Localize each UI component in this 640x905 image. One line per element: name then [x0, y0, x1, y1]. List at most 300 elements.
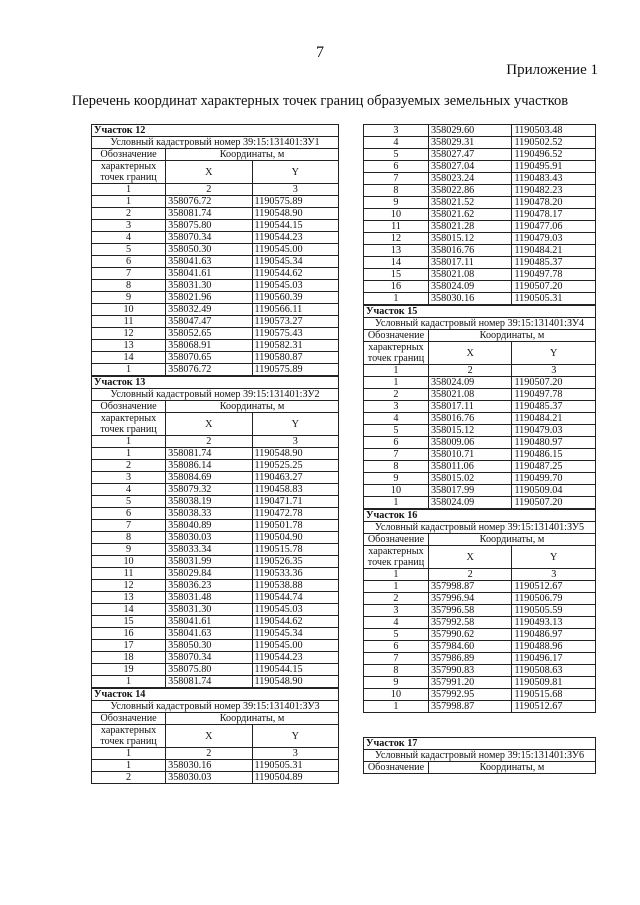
y-value: 1190507.20 [512, 497, 596, 509]
coordinate-row [92, 268, 339, 280]
plot-title: Участок 15 [364, 306, 596, 318]
point-number: 1 [92, 364, 166, 376]
point-number: 16 [364, 281, 429, 293]
y-value: 1190505.31 [252, 760, 338, 772]
coords-label: Координаты, м [166, 149, 339, 161]
point-number: 4 [364, 137, 429, 149]
x-value: 358021.08 [428, 269, 512, 281]
y-value: 1190503.48 [512, 125, 596, 137]
point-number: 10 [92, 556, 166, 568]
x-value: 357984.60 [428, 641, 512, 653]
coordinate-row [364, 461, 596, 473]
coordinate-row [364, 389, 596, 401]
y-value: 1190471.71 [252, 496, 338, 508]
coordinate-row [92, 220, 339, 232]
point-number: 9 [364, 677, 429, 689]
coordinate-row [364, 677, 596, 689]
point-number: 6 [364, 161, 429, 173]
point-number: 1 [92, 676, 166, 688]
col-num-3: 3 [512, 365, 596, 377]
x-value: 358070.34 [166, 652, 252, 664]
y-value: 1190502.52 [512, 137, 596, 149]
designation-label: Обозначение [364, 330, 429, 342]
y-value: 1190515.68 [512, 689, 596, 701]
plot-title: Участок 12 [92, 125, 339, 137]
y-value: 1190560.39 [252, 292, 338, 304]
point-number: 4 [364, 617, 429, 629]
point-number: 13 [92, 340, 166, 352]
x-value: 357990.83 [428, 665, 512, 677]
col-num-3: 3 [252, 436, 338, 448]
y-value: 1190499.70 [512, 473, 596, 485]
point-number: 5 [92, 244, 166, 256]
y-value: 1190525.25 [252, 460, 338, 472]
y-value: 1190575.89 [252, 364, 338, 376]
y-value: 1190482.23 [512, 185, 596, 197]
x-value: 358068.91 [166, 340, 252, 352]
x-value: 357986.89 [428, 653, 512, 665]
left-column [91, 124, 339, 784]
x-value: 358024.09 [428, 497, 512, 509]
point-number: 4 [92, 484, 166, 496]
point-number: 3 [92, 472, 166, 484]
point-number: 11 [92, 568, 166, 580]
y-value: 1190480.97 [512, 437, 596, 449]
coordinate-row [364, 485, 596, 497]
point-number: 2 [364, 389, 429, 401]
col-num-2: 2 [428, 365, 512, 377]
point-number: 1 [92, 760, 166, 772]
point-number: 15 [92, 616, 166, 628]
coordinate-row [92, 340, 339, 352]
x-value: 358086.14 [166, 460, 252, 472]
point-number: 1 [364, 701, 429, 713]
y-value: 1190544.15 [252, 664, 338, 676]
plot-14-continued-table [363, 124, 596, 305]
point-number: 14 [92, 604, 166, 616]
y-header: Y [252, 161, 338, 184]
plot-16-table [363, 509, 596, 713]
char-points-label: характерных точек границ [364, 342, 429, 365]
y-value: 1190496.52 [512, 149, 596, 161]
point-number: 8 [92, 532, 166, 544]
y-value: 1190545.34 [252, 628, 338, 640]
page-number: 7 [316, 44, 324, 61]
y-value: 1190548.90 [252, 448, 338, 460]
coordinate-row [92, 760, 339, 772]
col-num-1: 1 [92, 436, 166, 448]
char-points-label: характерных точек границ [92, 413, 166, 436]
x-value: 358041.61 [166, 616, 252, 628]
point-number: 5 [364, 149, 429, 161]
coordinate-row [92, 316, 339, 328]
x-value: 358038.19 [166, 496, 252, 508]
coordinate-row [92, 664, 339, 676]
x-header: X [166, 161, 252, 184]
coordinate-row [92, 232, 339, 244]
coordinate-row [364, 593, 596, 605]
y-header: Y [252, 413, 338, 436]
point-number: 11 [92, 316, 166, 328]
col-num-3: 3 [252, 184, 338, 196]
y-value: 1190538.88 [252, 580, 338, 592]
plot-15-table [363, 305, 596, 509]
coordinate-row [92, 532, 339, 544]
x-value: 358031.99 [166, 556, 252, 568]
cadastral-number: Условный кадастровый номер 39:15:131401:ЗУ4 [364, 318, 596, 330]
y-value: 1190493.13 [512, 617, 596, 629]
point-number: 16 [92, 628, 166, 640]
cadastral-number: Условный кадастровый номер 39:15:131401:ЗУ5 [364, 522, 596, 534]
point-number: 14 [364, 257, 429, 269]
col-num-1: 1 [92, 748, 166, 760]
x-value: 358081.74 [166, 448, 252, 460]
x-value: 358040.89 [166, 520, 252, 532]
coordinate-row [364, 497, 596, 509]
designation-label: Обозначение [92, 713, 166, 725]
y-value: 1190545.00 [252, 640, 338, 652]
y-value: 1190497.78 [512, 389, 596, 401]
coordinate-row [92, 256, 339, 268]
coordinate-row [92, 676, 339, 688]
y-value: 1190544.62 [252, 268, 338, 280]
x-value: 358017.99 [428, 485, 512, 497]
point-number: 5 [364, 629, 429, 641]
point-number: 7 [364, 653, 429, 665]
coordinate-row [92, 580, 339, 592]
point-number: 12 [92, 580, 166, 592]
col-num-2: 2 [428, 569, 512, 581]
point-number: 5 [92, 496, 166, 508]
coordinate-row [92, 244, 339, 256]
x-value: 358022.86 [428, 185, 512, 197]
coordinate-row [364, 293, 596, 305]
y-value: 1190478.20 [512, 197, 596, 209]
y-value: 1190463.27 [252, 472, 338, 484]
x-value: 358075.80 [166, 664, 252, 676]
y-value: 1190566.11 [252, 304, 338, 316]
coords-label: Координаты, м [428, 330, 595, 342]
x-value: 358070.65 [166, 352, 252, 364]
y-header: Y [252, 725, 338, 748]
coords-label: Координаты, м [166, 713, 339, 725]
coordinate-row [92, 352, 339, 364]
x-value: 358038.33 [166, 508, 252, 520]
plot-title: Участок 14 [92, 689, 339, 701]
x-value: 358047.47 [166, 316, 252, 328]
y-value: 1190526.35 [252, 556, 338, 568]
col-num-2: 2 [166, 184, 252, 196]
point-number: 17 [92, 640, 166, 652]
point-number: 13 [364, 245, 429, 257]
y-value: 1190545.03 [252, 604, 338, 616]
coordinate-row [364, 377, 596, 389]
coordinate-row [364, 197, 596, 209]
y-value: 1190487.25 [512, 461, 596, 473]
y-value: 1190472.78 [252, 508, 338, 520]
x-value: 358029.60 [428, 125, 512, 137]
y-value: 1190458.83 [252, 484, 338, 496]
x-value: 358021.28 [428, 221, 512, 233]
y-value: 1190509.81 [512, 677, 596, 689]
y-value: 1190508.63 [512, 665, 596, 677]
x-value: 358052.65 [166, 328, 252, 340]
x-value: 357990.62 [428, 629, 512, 641]
x-value: 358015.12 [428, 233, 512, 245]
x-value: 358027.47 [428, 149, 512, 161]
coordinate-row [364, 257, 596, 269]
x-value: 358070.34 [166, 232, 252, 244]
point-number: 14 [92, 352, 166, 364]
point-number: 12 [364, 233, 429, 245]
point-number: 1 [92, 196, 166, 208]
coordinate-row [364, 473, 596, 485]
point-number: 7 [364, 173, 429, 185]
coordinate-row [92, 592, 339, 604]
coordinate-row [92, 508, 339, 520]
x-value: 358041.63 [166, 628, 252, 640]
point-number: 6 [364, 437, 429, 449]
x-value: 358041.63 [166, 256, 252, 268]
coords-label: Координаты, м [428, 534, 595, 546]
y-value: 1190486.15 [512, 449, 596, 461]
point-number: 4 [364, 413, 429, 425]
y-value: 1190504.89 [252, 772, 338, 784]
designation-label: Обозначение [364, 534, 429, 546]
y-value: 1190477.06 [512, 221, 596, 233]
point-number: 13 [92, 592, 166, 604]
y-value: 1190509.04 [512, 485, 596, 497]
x-value: 358027.04 [428, 161, 512, 173]
y-value: 1190533.36 [252, 568, 338, 580]
point-number: 11 [364, 221, 429, 233]
coordinate-row [92, 364, 339, 376]
coordinate-row [364, 449, 596, 461]
coordinate-row [92, 292, 339, 304]
y-value: 1190483.43 [512, 173, 596, 185]
point-number: 10 [92, 304, 166, 316]
coordinate-row [92, 304, 339, 316]
coordinate-row [92, 616, 339, 628]
plot-14-table [91, 688, 339, 784]
y-value: 1190496.17 [512, 653, 596, 665]
point-number: 7 [92, 268, 166, 280]
coordinate-row [92, 520, 339, 532]
x-header: X [166, 725, 252, 748]
point-number: 18 [92, 652, 166, 664]
col-num-3: 3 [512, 569, 596, 581]
cadastral-number: Условный кадастровый номер 39:15:131401:ЗУ6 [364, 750, 596, 762]
point-number: 7 [364, 449, 429, 461]
plot-title: Участок 16 [364, 510, 596, 522]
coordinate-row [364, 701, 596, 713]
coordinate-row [364, 401, 596, 413]
point-number: 2 [92, 772, 166, 784]
col-num-3: 3 [252, 748, 338, 760]
x-value: 358021.08 [428, 389, 512, 401]
y-value: 1190515.78 [252, 544, 338, 556]
plot-12-table [91, 124, 339, 376]
x-value: 357998.87 [428, 701, 512, 713]
x-value: 358030.03 [166, 532, 252, 544]
col-num-1: 1 [364, 569, 429, 581]
y-value: 1190506.79 [512, 593, 596, 605]
x-value: 358009.06 [428, 437, 512, 449]
point-number: 6 [364, 641, 429, 653]
designation-label: Обозначение [364, 762, 429, 774]
x-value: 357998.87 [428, 581, 512, 593]
point-number: 9 [364, 197, 429, 209]
coordinate-row [364, 437, 596, 449]
coords-label: Координаты, м [428, 762, 595, 774]
point-number: 8 [364, 461, 429, 473]
y-value: 1190484.21 [512, 245, 596, 257]
x-value: 358021.52 [428, 197, 512, 209]
x-value: 358075.80 [166, 220, 252, 232]
x-value: 358030.16 [428, 293, 512, 305]
coordinate-row [364, 581, 596, 593]
x-value: 358050.30 [166, 640, 252, 652]
cadastral-number: Условный кадастровый номер 39:15:131401:ЗУ3 [92, 701, 339, 713]
x-value: 358081.74 [166, 676, 252, 688]
col-num-2: 2 [166, 436, 252, 448]
point-number: 1 [364, 377, 429, 389]
point-number: 15 [364, 269, 429, 281]
col-num-1: 1 [364, 365, 429, 377]
y-value: 1190548.90 [252, 676, 338, 688]
x-header: X [428, 546, 512, 569]
point-number: 3 [364, 605, 429, 617]
y-value: 1190478.17 [512, 209, 596, 221]
x-value: 358016.76 [428, 413, 512, 425]
coordinate-row [92, 472, 339, 484]
point-number: 2 [92, 208, 166, 220]
x-header: X [166, 413, 252, 436]
y-value: 1190544.23 [252, 652, 338, 664]
point-number: 5 [364, 425, 429, 437]
x-value: 358031.48 [166, 592, 252, 604]
x-value: 358011.06 [428, 461, 512, 473]
point-number: 10 [364, 689, 429, 701]
cadastral-number: Условный кадастровый номер 39:15:131401:ЗУ1 [92, 137, 339, 149]
point-number: 6 [92, 508, 166, 520]
coordinate-row [364, 149, 596, 161]
coordinate-row [92, 208, 339, 220]
point-number: 8 [364, 185, 429, 197]
point-number: 9 [92, 544, 166, 556]
y-value: 1190485.37 [512, 401, 596, 413]
y-value: 1190507.20 [512, 377, 596, 389]
y-value: 1190479.03 [512, 425, 596, 437]
point-number: 3 [364, 125, 429, 137]
point-number: 10 [364, 209, 429, 221]
coordinate-row [364, 185, 596, 197]
point-number: 1 [364, 581, 429, 593]
x-value: 357992.95 [428, 689, 512, 701]
y-value: 1190507.20 [512, 281, 596, 293]
y-value: 1190486.97 [512, 629, 596, 641]
point-number: 6 [92, 256, 166, 268]
y-value: 1190484.21 [512, 413, 596, 425]
col-num-1: 1 [92, 184, 166, 196]
y-value: 1190485.37 [512, 257, 596, 269]
x-value: 358024.09 [428, 281, 512, 293]
y-value: 1190479.03 [512, 233, 596, 245]
coordinate-row [92, 544, 339, 556]
right-column [363, 124, 596, 774]
x-value: 358017.11 [428, 401, 512, 413]
x-value: 358041.61 [166, 268, 252, 280]
x-value: 358029.84 [166, 568, 252, 580]
x-value: 358032.49 [166, 304, 252, 316]
point-number: 8 [92, 280, 166, 292]
y-value: 1190504.90 [252, 532, 338, 544]
x-value: 357992.58 [428, 617, 512, 629]
y-header: Y [512, 342, 596, 365]
coordinate-row [364, 281, 596, 293]
x-value: 358015.12 [428, 425, 512, 437]
point-number: 2 [364, 593, 429, 605]
designation-label: Обозначение [92, 149, 166, 161]
appendix-label: Приложение 1 [506, 62, 598, 78]
point-number: 1 [364, 497, 429, 509]
x-value: 358010.71 [428, 449, 512, 461]
point-number: 3 [92, 220, 166, 232]
point-number: 2 [92, 460, 166, 472]
designation-label: Обозначение [92, 401, 166, 413]
x-value: 358017.11 [428, 257, 512, 269]
char-points-label: характерных точек границ [92, 725, 166, 748]
y-header: Y [512, 546, 596, 569]
x-value: 358050.30 [166, 244, 252, 256]
coordinate-row [92, 604, 339, 616]
y-value: 1190544.15 [252, 220, 338, 232]
coordinate-row [92, 328, 339, 340]
coordinate-row [92, 640, 339, 652]
coordinate-row [92, 448, 339, 460]
coordinate-row [364, 665, 596, 677]
col-num-2: 2 [166, 748, 252, 760]
x-value: 358021.62 [428, 209, 512, 221]
coordinate-row [364, 161, 596, 173]
coordinate-row [364, 269, 596, 281]
x-value: 358016.76 [428, 245, 512, 257]
coordinate-row [364, 221, 596, 233]
point-number: 9 [364, 473, 429, 485]
y-value: 1190512.67 [512, 701, 596, 713]
x-value: 358021.96 [166, 292, 252, 304]
coordinate-row [92, 280, 339, 292]
x-value: 358029.31 [428, 137, 512, 149]
coordinate-row [92, 568, 339, 580]
y-value: 1190544.62 [252, 616, 338, 628]
y-value: 1190512.67 [512, 581, 596, 593]
document-title: Перечень координат характерных точек границ образуемых земельных участков [71, 93, 569, 109]
y-value: 1190575.43 [252, 328, 338, 340]
y-value: 1190544.23 [252, 232, 338, 244]
x-value: 358076.72 [166, 196, 252, 208]
y-value: 1190501.78 [252, 520, 338, 532]
y-value: 1190545.00 [252, 244, 338, 256]
y-value: 1190545.34 [252, 256, 338, 268]
x-value: 358031.30 [166, 280, 252, 292]
point-number: 9 [92, 292, 166, 304]
point-number: 1 [92, 448, 166, 460]
y-value: 1190575.89 [252, 196, 338, 208]
x-value: 358036.23 [166, 580, 252, 592]
coordinate-row [92, 484, 339, 496]
coordinate-row [92, 628, 339, 640]
